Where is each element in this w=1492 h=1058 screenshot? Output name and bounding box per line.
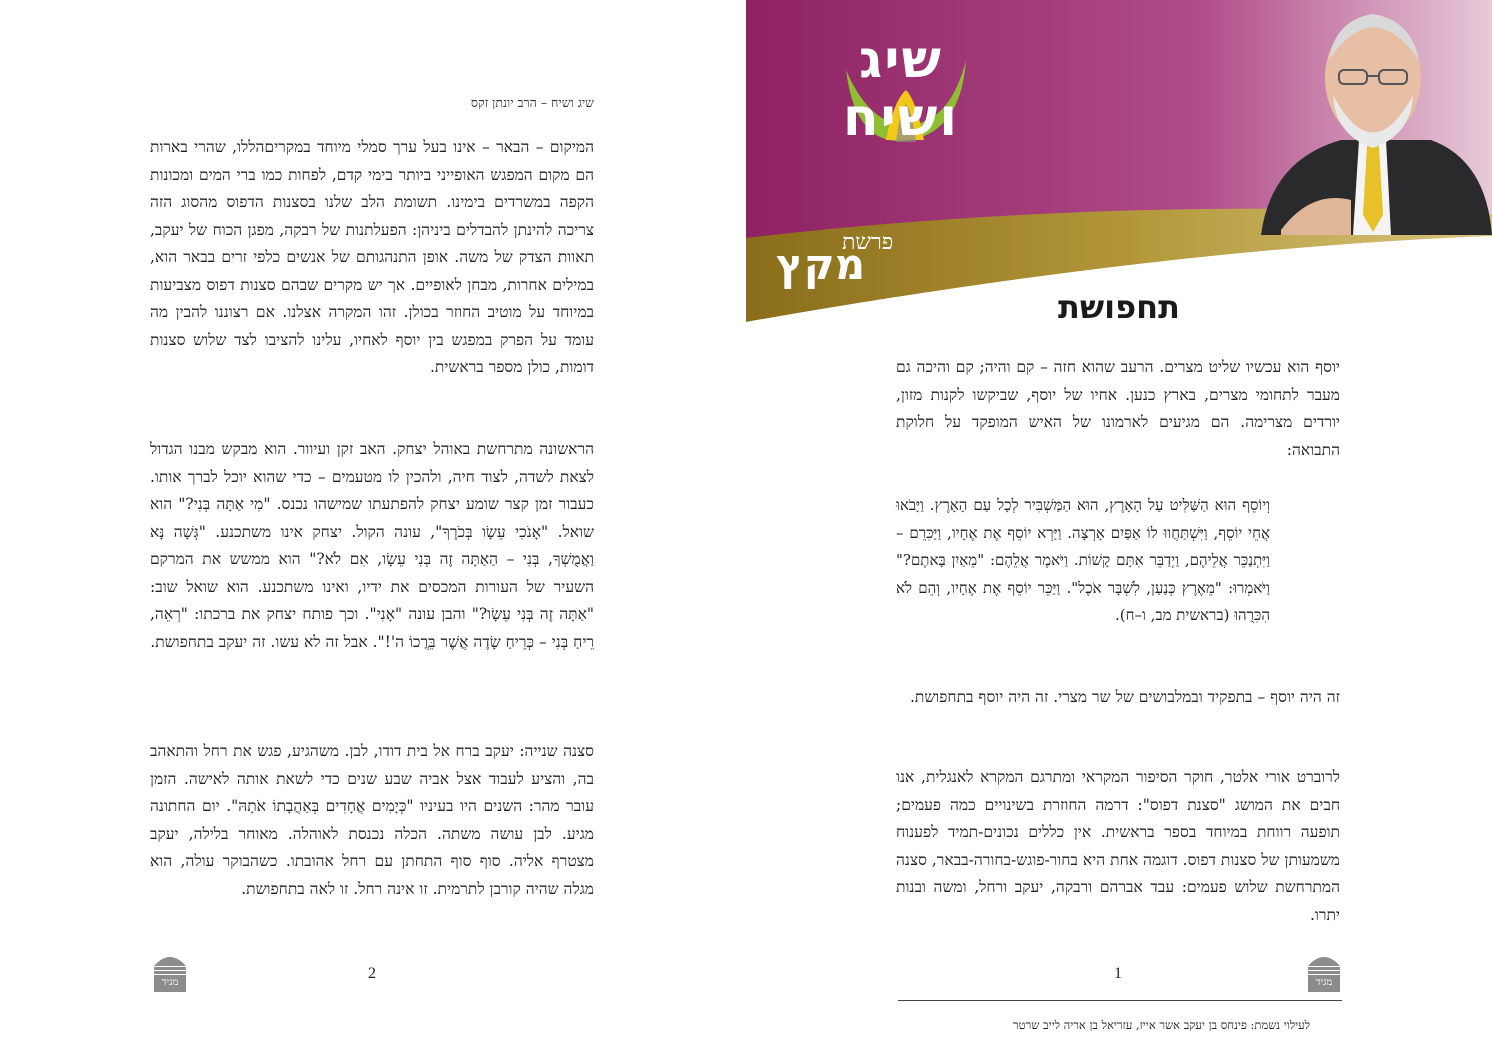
biblical-quote: וְיוֹסֵף הוּא הַשַּׁלִּיט עַל הָאָרֶץ, הוּא הַמַּשְׁבִּיר לְכָל עַם הָאָרֶץ. וַיָּבֹאוּ אֲחֵי יוֹסֵף, וַיִּשְׁתַּחֲווּ לוֹ אַפַּיִם אָרְצָה. וַיַּרְא יוֹסֵף אֶת אֶחָיו, וַיַּכִּרֵם – וַיִּתְנַכֵּר אֲלֵיהֶם, וַיְדַבֵּר אִתָּם קָשׁוֹת. וַיֹּאמֶר אֲלֵהֶם: "מֵאַיִן בָּאתֶם?" וַיֹּאמְרוּ: "מֵאֶרֶץ כְּנַעַן, לִשְׁבָּר אֹכֶל". וַיַּכֵּר יוֹסֵף אֶת אֶחָיו, וְהֵם לֹא הִכִּרֻהוּ (בראשית מב, ו–ח). bbox=[896, 496, 1270, 624]
rabbi-portrait bbox=[1241, 0, 1492, 235]
series-logo-line2: ושיח bbox=[842, 88, 960, 148]
page-number-right: 1 bbox=[1114, 965, 1122, 982]
publisher-logo-right bbox=[1306, 950, 1342, 994]
running-head: שיג ושיח – הרב יונתן זקס bbox=[470, 95, 594, 110]
series-logo-line1: שיג bbox=[859, 30, 943, 90]
series-logo bbox=[776, 30, 1026, 160]
article-title: תחפושת bbox=[1058, 288, 1180, 326]
footer-divider bbox=[898, 1000, 1342, 1001]
parsha-name: מקץ bbox=[776, 240, 866, 289]
publisher-logo-left bbox=[152, 950, 188, 994]
dedication-line: לעילוי נשמת: פינחס בן יעקב אשר אייז, עזריאל בן אריה לייב שרטר bbox=[1013, 1018, 1310, 1032]
parsha-label: פרשת bbox=[842, 230, 894, 255]
right-page bbox=[746, 0, 1492, 1058]
left-paragraph-3: סצנה שנייה: יעקב ברח אל בית דודו, לבן. משהגיע, פגש את רחל והתאהב בה, והציע לעבוד אצל אביה שבע שנים כדי לשאת אותה לאישה. הזמן עובר מהר: השנים היו בעיניו "כְּיָמִים אֲחָדִים בְּאַהֲבָתוֹ אֹתָהּ". יום החתונה מגיע. לבן עושה משתה. הכלה נכנסת לאוהלה. מאוחר בלילה, יעקב מצטרף אליה. סוף סוף התחתן עם רחל אהובתו. כשהבוקר עולה, הוא מגלה שהיה קורבן לתרמית. זו אינה רחל. זו לאה בתחפושת. bbox=[150, 742, 594, 898]
page-number-left: 2 bbox=[368, 965, 376, 982]
publisher-logo-text: מגיד bbox=[161, 977, 179, 988]
publisher-logo-text: מגיד bbox=[1315, 977, 1333, 988]
right-paragraph-3: לרוברט אורי אלטר, חוקר הסיפור המקראי ומתרגם המקרא לאנגלית, אנו חבים את המושג "סצנת דפוס": דרמה החוזרת בשינויים כמה פעמים; תופעה רווחת במיוחד בספר בראשית. אין כללים נכונים-תמיד לפענוח משמעותן של סצנות דפוס. דוגמה אחת היא בחור-פוגש-בחורה-בבאר, סצנה המתרחשת שלוש פעמים: עבד אברהם ורבקה, יעקב ורחל, ומשה ובנות יתרו. bbox=[896, 768, 1340, 924]
header-banner bbox=[746, 0, 1492, 330]
left-paragraph-1: המיקום – הבאר – אינו בעל ערך סמלי מיוחד במקריםהללו, שהרי בארות הם מקום המפגש האופייני ביותר בימי קדם, לפחות כמו ברי המים ומכונות הקפה במשרדים בימינו. תשומת הלב שלנו בסצנות הדפוס מהסוג הזה צריכה להינתן להבדלים ביניהן: הפעלתנות של רבקה, מפגן הכוח של יעקב, תאוות הצדק של משה. אופן התנהגותם של אנשים כלפי זרים בבאר הוא, במילים אחרות, מבחן לאופיים. אך יש מקרים שבהם סצנות דפוס מצביעות במיוחד על מוטיב החוזר בכולן. זהו המקרה אצלנו. אם רצוננו להבין מה עומד על הפרק במפגש בין יוסף לאחיו, עלינו להציבו לצד שלוש סצנות דומות, כולן מספר בראשית. bbox=[150, 138, 594, 376]
right-paragraph-1: יוסף הוא עכשיו שליט מצרים. הרעב שהוא חזה – קם והיה; קם והיכה גם מעבר לתחומי מצרים, בארץ כנען. אחיו של יוסף, שביקשו לקנות מזון, יורדים מצרימה. הם מגיעים לארמונו של האיש המופקד על חלוקת התבואה: bbox=[896, 358, 1340, 459]
left-paragraph-2: הראשונה מתרחשת באוהל יצחק. האב זקן ועיוור. הוא מבקש מבנו הגדול לצאת לשדה, לצוד חיה, ולהכין לו מטעמים – כדי שהוא יוכל לברך אותו. כעבור זמן קצר שומע יצחק להפתעתו שמישהו נכנס. "מִי אַתָּה בְּנִי?" הוא שואל. "אָנֹכִי עֵשָׂו בְּכֹרֶךָ", עונה הקול. יצחק אינו משתכנע. "גְּשָׁה נָּא וַאֲמֻשְׁךָ, בְּנִי – הַאַתָּה זֶה בְּנִי עֵשָׂו, אִם לֹא?" הוא ממשש את המרקם השעיר של העורות המכסים את ידיו, ואינו משתכנע. הוא שואל שוב: "אַתָּה זֶה בְּנִי עֵשָׂו?" והבן עונה "אָנִי". וכך פותח יצחק את ברכתו: "רְאֵה, רֵיחַ בְּנִי – כְּרֵיחַ שָׂדֶה אֲשֶׁר בֵּרֲכוֹ ה'!". אבל זה לא עשו. זה יעקב בתחפושת. bbox=[150, 440, 594, 651]
right-paragraph-2: זה היה יוסף – בתפקיד ובמלבושים של שר מצרי. זה היה יוסף בתחפושת. bbox=[909, 688, 1340, 706]
